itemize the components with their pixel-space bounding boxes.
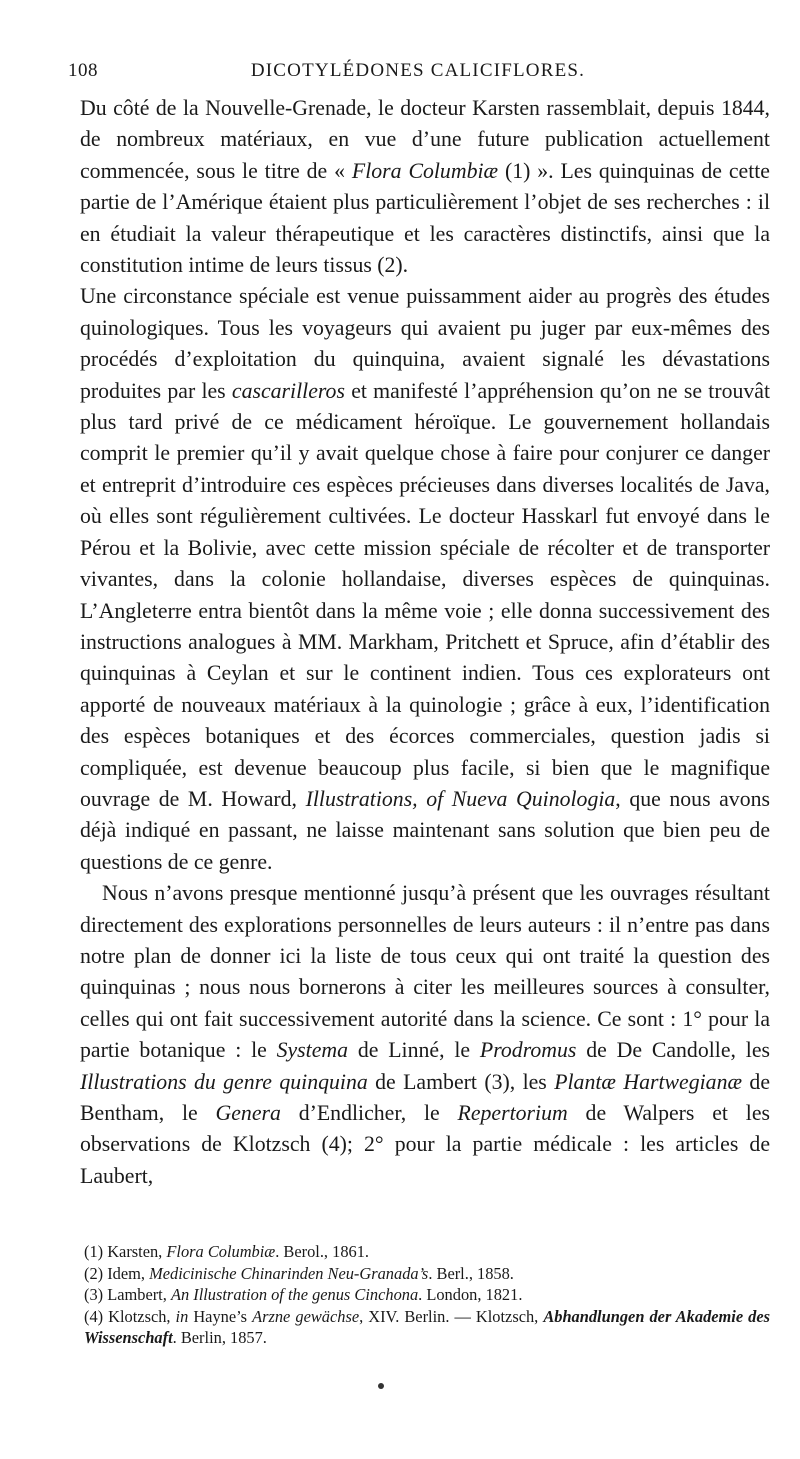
italic-title: Flora Columbiæ: [166, 1242, 276, 1261]
italic-title: An Illustration of the genus Cinchona: [170, 1285, 419, 1304]
paragraph-1: [80, 93, 770, 281]
paragraph-3: [80, 878, 770, 1192]
printer-dot-mark: [378, 1383, 384, 1389]
text-run: Du côté de la Nouvelle-Grenade, le docteur Karsten rassemblait, depuis 1844, de nombreux matériaux, en vue d’une future publication actuellement commencée, sous le titre de «: [80, 96, 770, 183]
italic-title: Illustrations, of Nueva Quinologia: [305, 786, 616, 811]
body-text: [80, 93, 770, 1192]
text-run: d’Endlicher, le: [280, 1101, 458, 1125]
footnote-2: [84, 1263, 770, 1285]
text-run: . London, 1821.: [418, 1285, 523, 1304]
text-run: (3) Lambert,: [84, 1285, 171, 1304]
italic-term: cascarilleros: [231, 378, 345, 403]
italic-title: Medicinische Chinarinden Neu-Granada’s: [149, 1263, 429, 1283]
italic-title: Flora Columbiæ: [351, 158, 499, 183]
text-run: , que nous avons déjà indiqué en passant, ne laisse maintenant sans solution que bien peu de questions de ce genre.: [80, 786, 770, 874]
text-run: et manifesté l’appréhension qu’on ne se trouvât plus tard privé de ce médicament héroïque. Le gouvernement hollandais comprit le premier qu’il y avait quelque chose à faire pour conjurer ce danger et entreprit d’introduire ces espèces précieuses dans diverses localités de Java, où elles sont régulièrement cultivées. Le docteur Hasskarl fut envoyé dans le Pérou et la Bolivie, avec cette mission spéciale de récolter et de transporter vivantes, dans la colonie hollandaise, diverses espèces de quinquinas. L’Angleterre entra bientôt dans la même voie ; elle donna successivement des instructions analogues à MM. Markham, Pritchett et Spruce, afin d’établir des quinquinas à Ceylan et sur le continent indien. Tous ces explorateurs ont apporté de nouveaux matériaux à la quinologie ; grâce à eux, l’identification des espèces botaniques et des écorces commerciales, question jadis si compliquée, est devenue beaucoup plus facile, si bien que le magnifique ouvrage de M. Howard,: [80, 378, 771, 811]
italic-title: Arzne gewächse: [252, 1306, 360, 1326]
italic-title: Systema: [276, 1038, 349, 1063]
text-run: Une circonstance spéciale est venue puissamment aider au progrès des études quinologiques. Tous les voyageurs qui avaient pu juger par eux-mêmes des procédés d’exploitation du quinquina, avaient signalé les dévastations produites par les: [80, 284, 770, 403]
paragraph-2: [80, 281, 770, 878]
footnote-4: [84, 1306, 770, 1349]
page-number: 108: [68, 60, 98, 81]
footnote-1: [84, 1241, 770, 1263]
text-run: de Linné, le: [348, 1038, 480, 1063]
italic-title: Illustrations du genre quinquina: [80, 1069, 368, 1094]
text-run: (4) Klotzsch,: [84, 1306, 176, 1326]
footnote-3: [84, 1284, 770, 1306]
italic-title: Genera: [215, 1101, 281, 1125]
text-run: . Berol., 1861.: [275, 1242, 370, 1261]
text-run: de Lambert (3), les: [367, 1069, 555, 1094]
text-run: (1) Karsten,: [84, 1242, 167, 1261]
text-run: de De Candolle, les: [576, 1038, 770, 1063]
italic-title: Prodromus: [479, 1038, 577, 1063]
running-title: DICOTYLÉDONES CALICIFLORES.: [250, 60, 586, 81]
text-run: , XIV. Berlin. — Klotzsch,: [359, 1306, 544, 1326]
italic-term: in: [175, 1306, 189, 1326]
italic-title: Abhandlungen der Akademie des Wissenschaft: [84, 1306, 771, 1347]
text-run: de Walpers et les observations de Klotzsch (4); 2° pour la partie médicale : les articles de Laubert,: [80, 1101, 770, 1188]
text-run: . Berl., 1858.: [428, 1263, 514, 1283]
text-run: Hayne’s: [188, 1306, 253, 1326]
text-run: de Bentham, le: [80, 1069, 770, 1125]
running-header: [68, 60, 768, 90]
footnotes: [84, 1241, 770, 1349]
italic-title: Repertorium: [457, 1101, 568, 1125]
text-run: (2) Idem,: [84, 1263, 150, 1283]
italic-title: Plantæ Hartwegianæ: [554, 1069, 743, 1094]
text-run: Nous n’avons presque mentionné jusqu’à présent que les ouvrages résultant directement des explorations personnelles de leurs auteurs : il n’entre pas dans notre plan de donner ici la liste de tous ceux qui ont traité la question des quinquinas ; nous nous bornerons à citer les meilleures sources à consulter, celles qui ont fait successivement autorité dans la science. Ce sont : 1° pour la partie botanique : le: [80, 881, 770, 1063]
text-run: (1) ». Les quinquinas de cette partie de l’Amérique étaient plus particulièrement l’objet de ses recherches : il en étudiait la valeur thérapeutique et les caractères distinctifs, ainsi que la constitution intime de leurs tissus (2).: [80, 158, 770, 278]
text-run: . Berlin, 1857.: [172, 1328, 267, 1347]
